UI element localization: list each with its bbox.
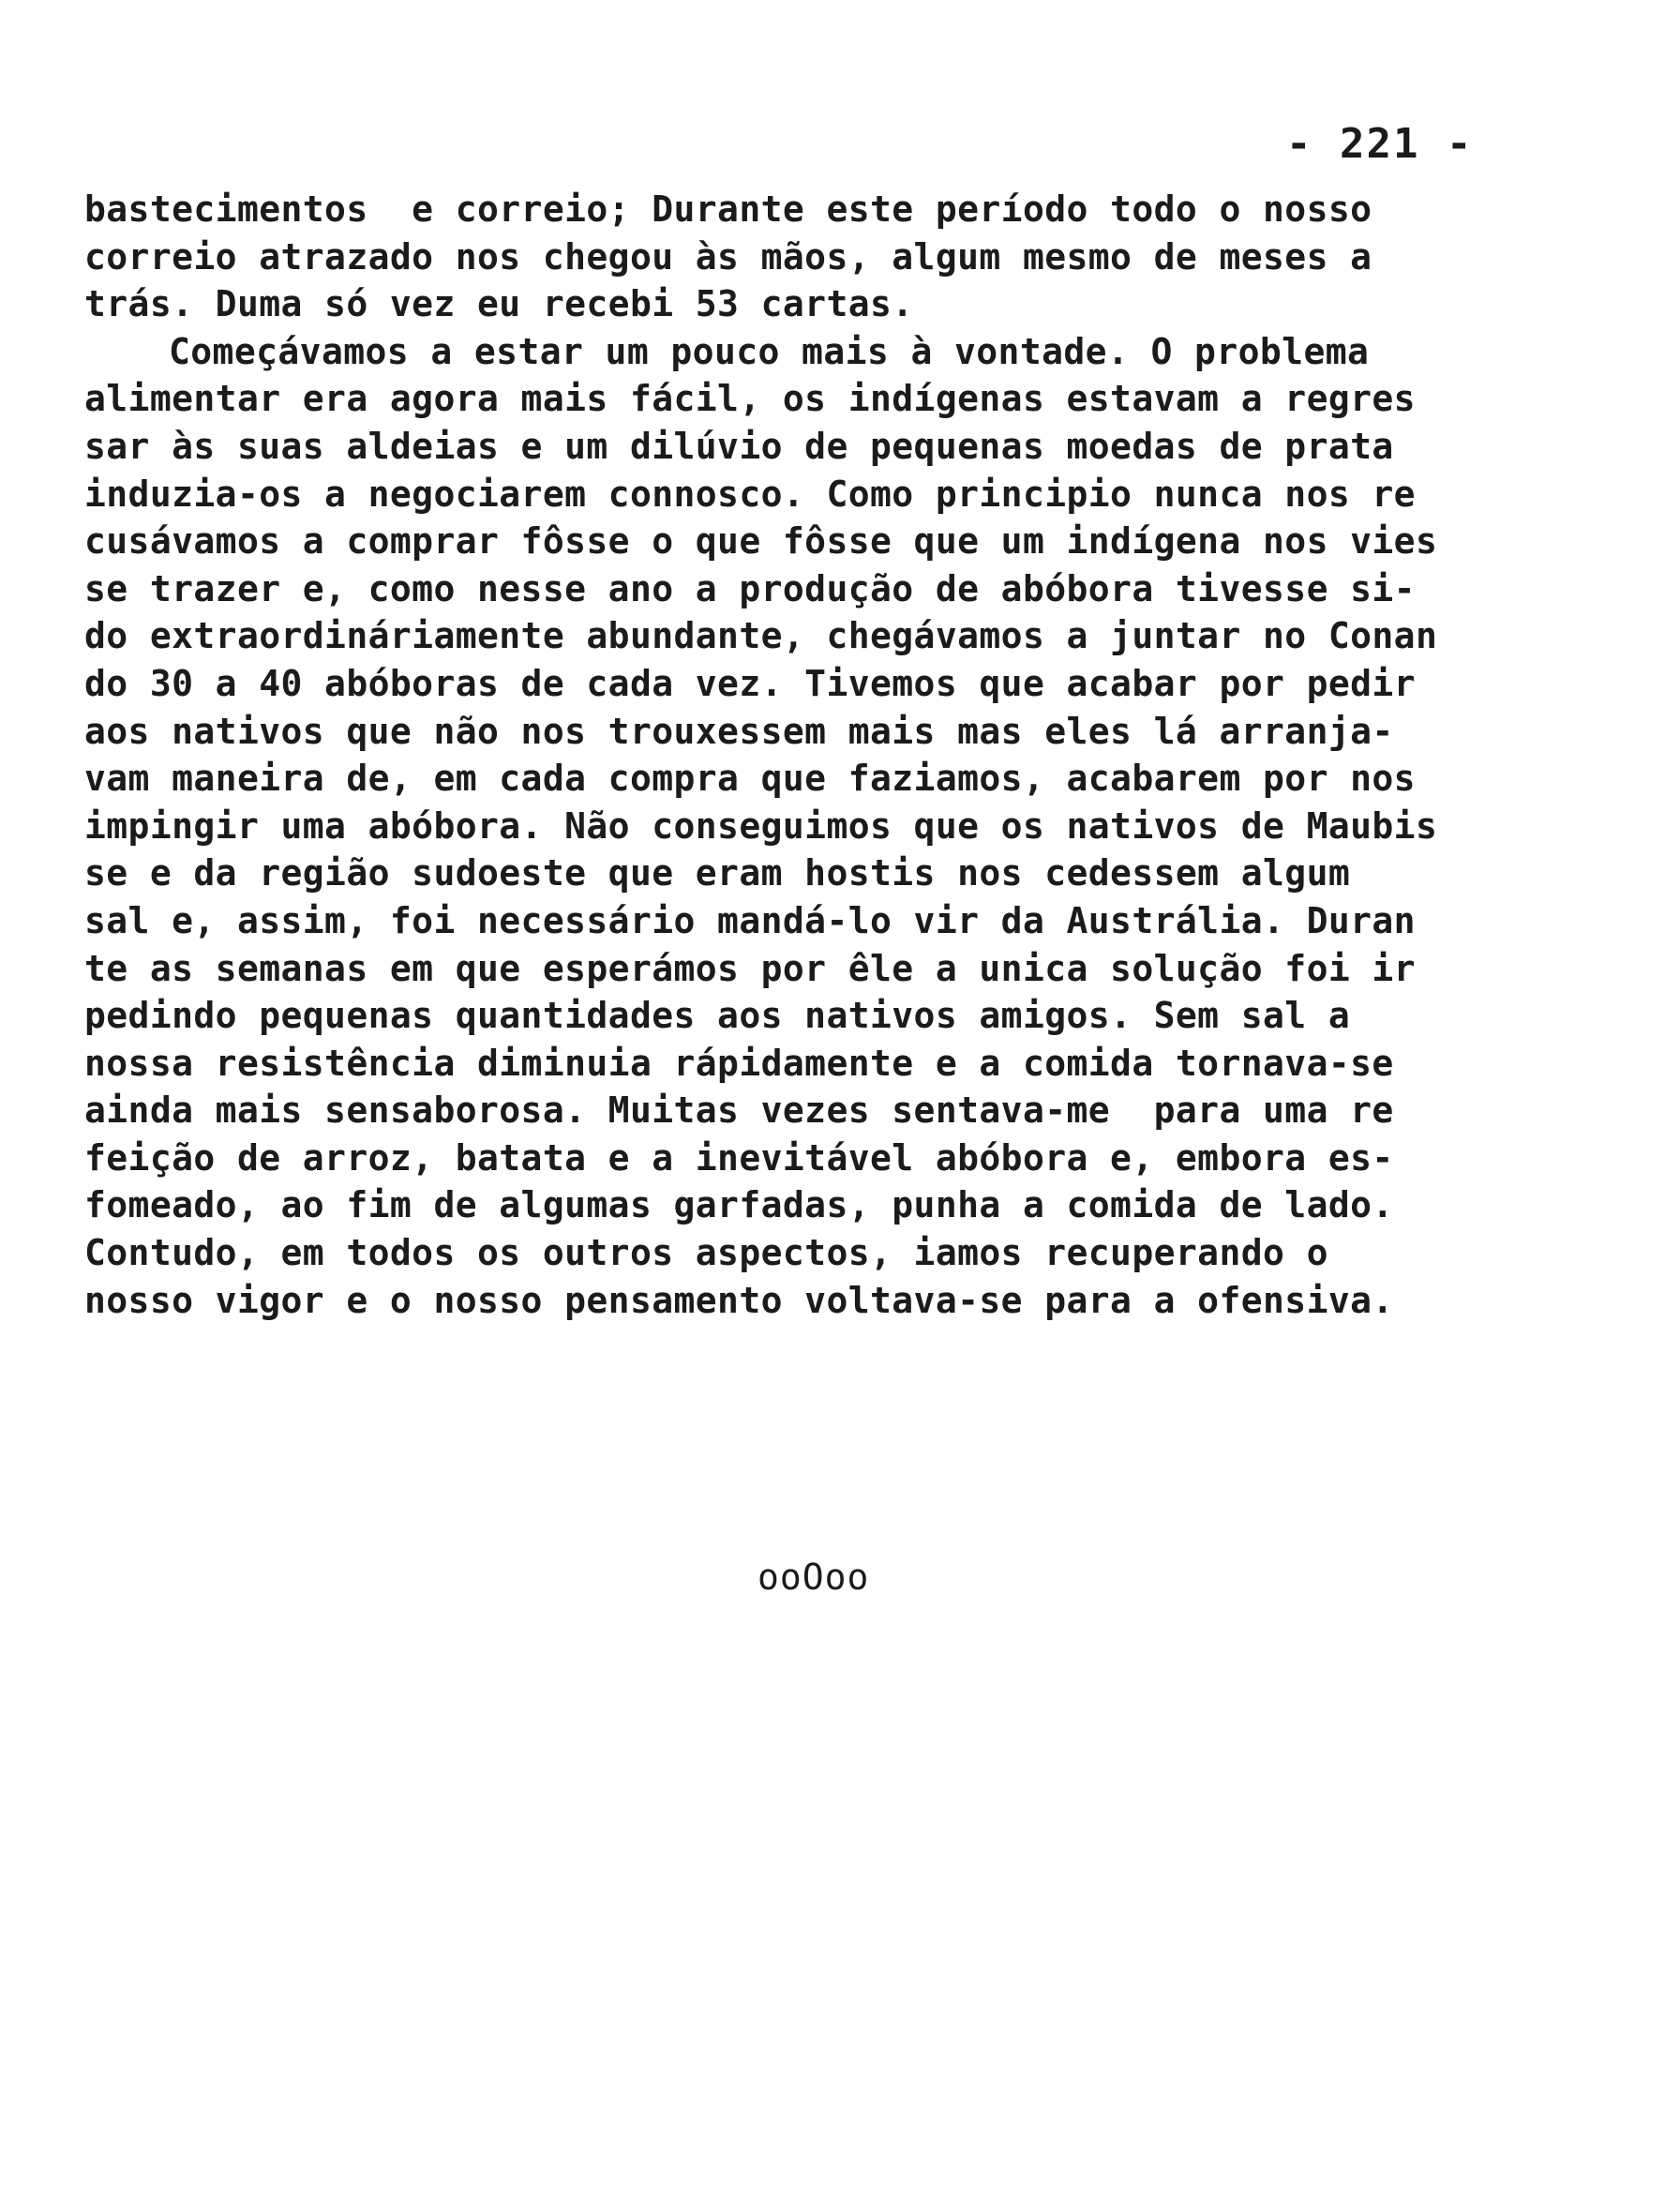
paragraph-start-line: Começávamos a estar um pouco mais à vontade. O problema [169, 330, 1370, 372]
text-line: sar às suas aldeias e um dilúvio de pequenas moedas de prata [84, 425, 1394, 467]
text-line: nosso vigor e o nosso pensamento voltava-se para a ofensiva. [84, 1279, 1394, 1321]
text-line: pedindo pequenas quantidades aos nativos amigos. Sem sal a [84, 995, 1351, 1037]
section-end-mark: ooOoo [758, 1556, 870, 1598]
text-line: aos nativos que não nos trouxessem mais mas eles lá arranja- [84, 710, 1394, 752]
text-line: do extraordináriamente abundante, chegávamos a juntar no Conan [84, 615, 1438, 657]
text-line: te as semanas em que esperámos por êle a unica solução foi ir [84, 947, 1416, 989]
text-line: alimentar era agora mais fácil, os indígenas estavam a regres [84, 378, 1416, 420]
text-line: induzia-os a negociarem connosco. Como principio nunca nos re [84, 473, 1416, 515]
text-line: do 30 a 40 abóboras de cada vez. Tivemos que acabar por pedir [84, 662, 1416, 704]
text-line: sal e, assim, foi necessário mandá-lo vir da Austrália. Duran [84, 899, 1416, 941]
text-line: feição de arroz, batata e a inevitável abóbora e, embora es- [84, 1136, 1394, 1179]
text-line: trás. Duma só vez eu recebi 53 cartas. [84, 283, 914, 325]
page-number: - 221 - [1286, 120, 1474, 168]
text-line: se trazer e, como nesse ano a produção de abóbora tivesse si- [84, 567, 1416, 609]
text-line: bastecimentos e correio; Durante este período todo o nosso [84, 188, 1372, 230]
body-text [84, 186, 1631, 1324]
text-line: Contudo, em todos os outros aspectos, iamos recuperando o [84, 1232, 1328, 1274]
text-line: vam maneira de, em cada compra que faziamos, acabarem por nos [84, 758, 1416, 800]
text-line: nossa resistência diminuia rápidamente e a comida tornava-se [84, 1042, 1394, 1084]
text-line: ainda mais sensaborosa. Muitas vezes sentava-me para uma re [84, 1089, 1394, 1132]
text-line: se e da região sudoeste que eram hostis nos cedessem algum [84, 852, 1351, 894]
text-line: cusávamos a comprar fôsse o que fôsse que um indígena nos vies [84, 520, 1438, 563]
text-line: correio atrazado nos chegou às mãos, algum mesmo de meses a [84, 235, 1372, 278]
text-line: impingir uma abóbora. Não conseguimos que os nativos de Maubis [84, 804, 1438, 847]
text-line: fomeado, ao fim de algumas garfadas, punha a comida de lado. [84, 1184, 1394, 1226]
